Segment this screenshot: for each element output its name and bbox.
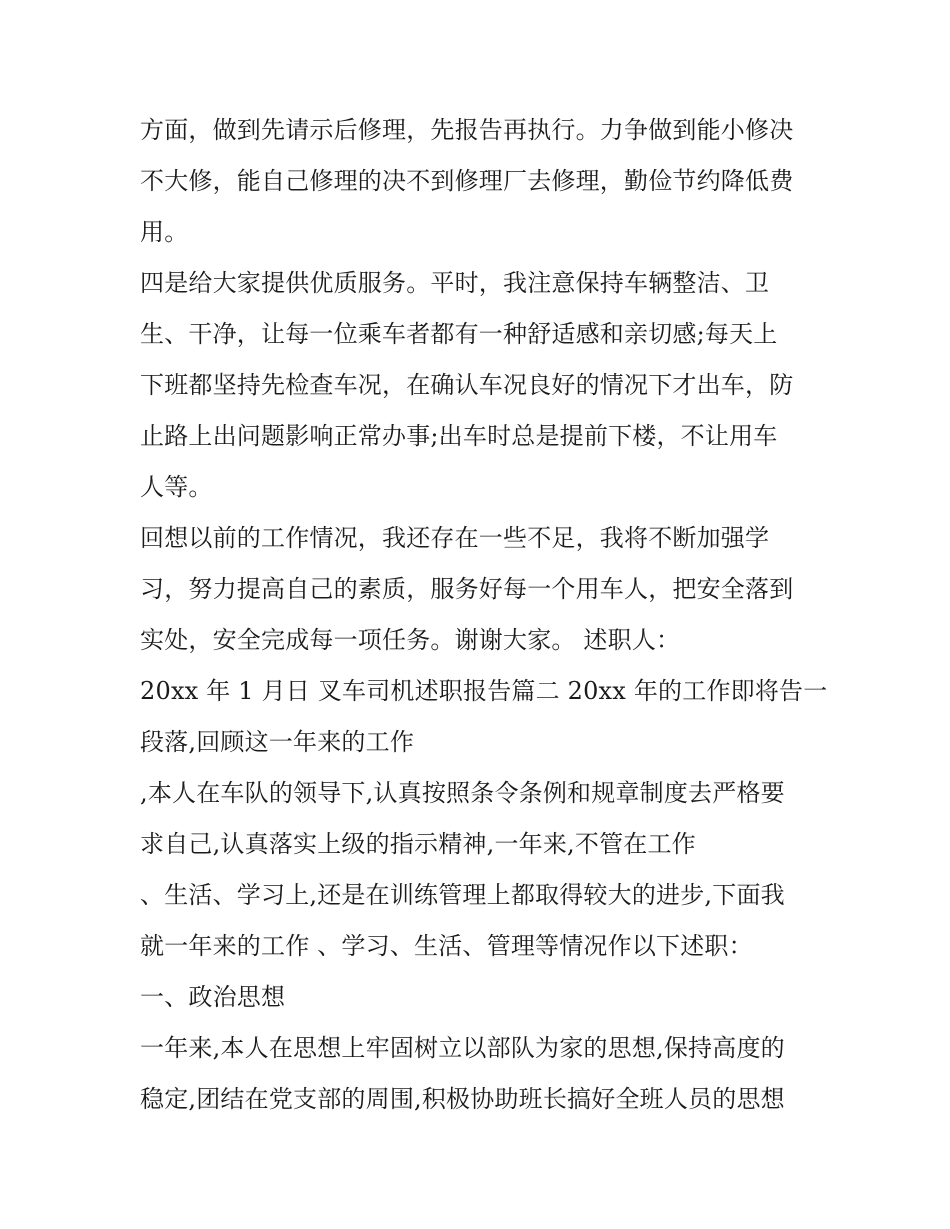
- text-line: 四是给大家提供优质服务。平时，我注意保持车辆整洁、卫: [140, 269, 770, 297]
- text-line: 、生活、学习上,还是在训练管理上都取得较大的进步,下面我: [140, 881, 785, 909]
- text-line: 不大修，能自己修理的决不到修理厂去修理，勤俭节约降低费: [140, 167, 794, 195]
- text-line: 实处，安全完成每一项任务。谢谢大家。 述职人：: [140, 626, 681, 654]
- text-line: 人等。: [140, 473, 213, 501]
- text-line: 20xx 年 1 月日 叉车司机述职报告篇二 20xx 年的工作即将告一: [140, 677, 828, 705]
- text-line: 止路上出问题影响正常办事;出车时总是提前下楼，不让用车: [140, 422, 778, 450]
- section-heading: 一、政治思想: [140, 983, 286, 1011]
- text-line: 一年来,本人在思想上牢固树立以部队为家的思想,保持高度的: [140, 1034, 785, 1062]
- text-line: 习，努力提高自己的素质，服务好每一个用车人，把安全落到: [140, 575, 794, 603]
- document-body: [140, 105, 828, 1125]
- text-line: 生、干净，让每一位乘车者都有一种舒适感和亲切感;每天上: [140, 320, 778, 348]
- text-line: 方面，做到先请示后修理，先报告再执行。力争做到能小修决: [140, 116, 794, 144]
- text-line: 回想以前的工作情况，我还存在一些不足，我将不断加强学: [140, 524, 770, 552]
- text-line: 稳定,团结在党支部的周围,积极协助班长搞好全班人员的思想: [140, 1085, 785, 1113]
- text-line: 段落,回顾这一年来的工作: [140, 728, 415, 756]
- text-line: 用。: [140, 218, 189, 246]
- text-line: ,本人在车队的领导下,认真按照条令条例和规章制度去严格要: [140, 779, 785, 807]
- text-line: 求自己,认真落实上级的指示精神,一年来,不管在工作: [140, 830, 696, 858]
- text-line: 下班都坚持先检查车况，在确认车况良好的情况下才出车，防: [140, 371, 794, 399]
- text-line: 就一年来的工作 、学习、生活、管理等情况作以下述职：: [140, 932, 753, 960]
